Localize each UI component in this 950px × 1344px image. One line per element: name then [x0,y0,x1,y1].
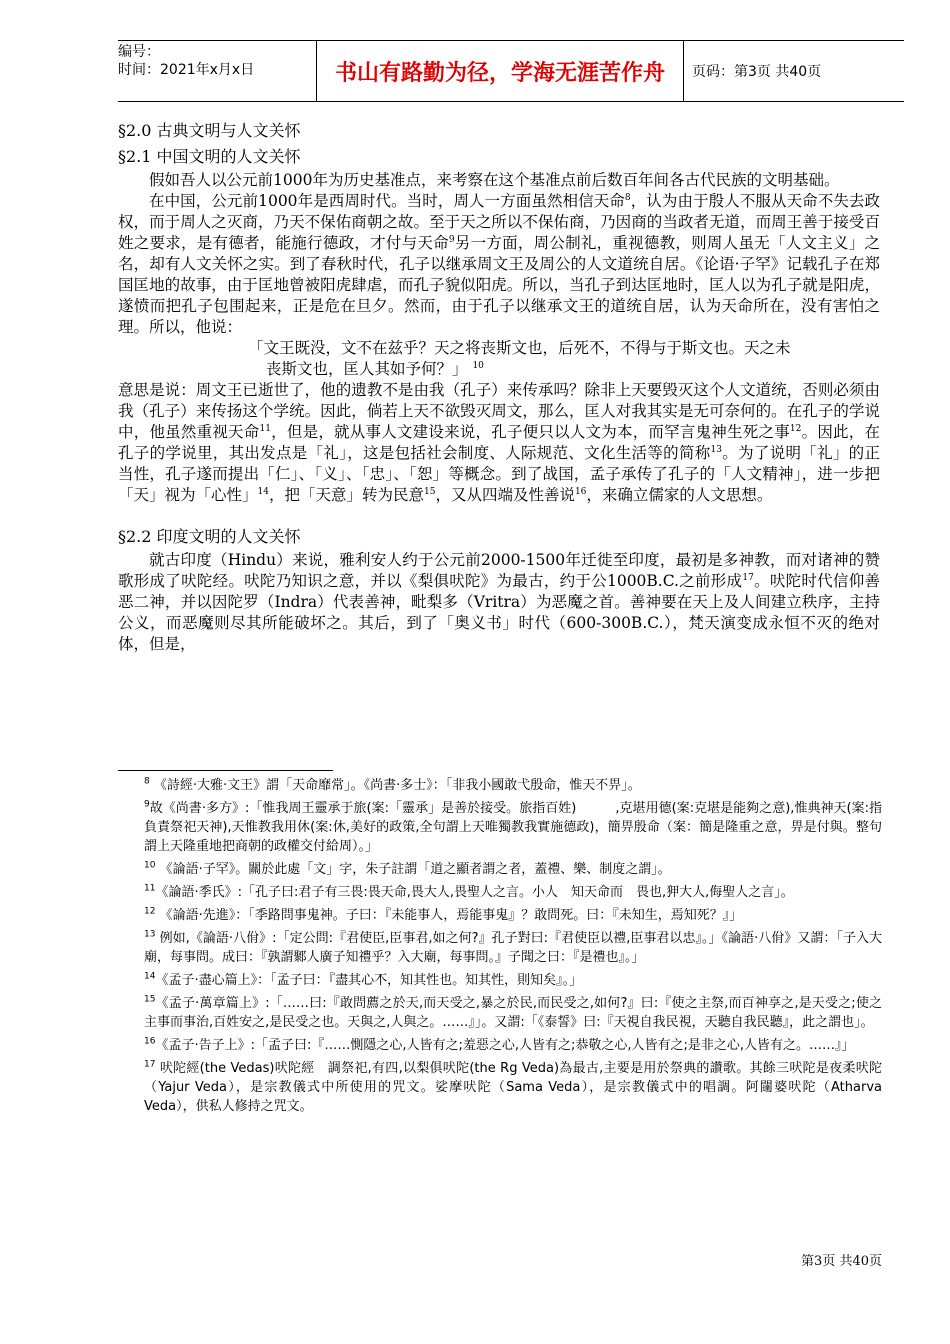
paragraph-3: 意思是说：周文王已逝世了，他的遗教不是由我（孔子）来传承吗？除非上天要毁灭这个人文道统，否则必须由我（孔子）来传扬这个学统。因此，倘若上天不欲毁灭周文，那么，匡人对我其实是无可奈何的。在孔子的学说中，他虽然重视天命$^{11}$，但是，就从事人文建设来说，孔子便只以人文为本，而罕言鬼神生死之事$^{12}$。因此，在孔子的学说里，其出发点是「礼」，这是包括社会制度、人际规范、文化生活等的简称$^{13}$。为了说明「礼」的正当性，孔子遂而提出「仁」、「义」、「忠」、「恕」等概念。到了战国，孟子承传了孔子的「人文精神」，进一步把「天」视为「心性」$^{14}$，把「天意」转为民意$^{15}$，又从四端及性善说$^{16}$，来确立儒家的人文思想。 [118,381,880,504]
footnote-15: $^{15}$《孟子·萬章篇上》:「……曰:『敢問薦之於天,而天受之,暴之於民,而民受之,如何?』曰:『使之主祭,而百神享之,是天受之;使之主事而事治,百姓安之,是民受之也。天與之,人與之。……』」。又謂:「《泰誓》曰:『天視自我民視，天聽自我民聽』，此之謂也」。 [144,994,882,1030]
paragraph-4: 就古印度（Hindu）来说，雅利安人约于公元前2000-1500年迁徙至印度，最初是多神教，而对诸神的赞歌形成了吠陀经。吠陀乃知识之意，并以《梨俱吠陀》为最古，约于公1000B.C.之前形成$^{17}$。吠陀时代信仰善恶二神，并以因陀罗（Indra）代表善神，毗梨多（Vritra）为恶魔之首。善神要在天上及人间建立秩序，主持公义，而恶魔则尽其所能破坏之。其后，到了「奥义书」时代（600-300B.C.），梵天演变成永恒不灭的绝对体，但是， [118,551,880,653]
header-motto: 书山有路勤为径，学海无涯苦作舟 [317,41,684,101]
page-header [118,40,904,102]
footnote-14: $^{14}$《孟子·盡心篇上》：「孟子曰：『盡其心𣎴，知其性也。知其性，則知矣』。」 [144,971,583,988]
footnote-8: $^8$ 《詩經·大雅·文王》謂「天命靡常」。《尚書·多士》：「非我小國敢弋殷命，惟天不畀」。 [144,776,641,793]
paragraph-2: 在中国，公元前1000年是西周时代。当时，周人一方面虽然相信天命$^8$，认为由于殷人不服从天命不失去政权，而于周人之灭商，乃天不保佑商朝之故。至于天之所以不保佑商，乃因商的当政者无道，而周王善于接受百姓之要求，是有德者，能施行德政，才付与天命$^9$另一方面，周公制礼，重视德教，则周人虽无「人文主义」之名，却有人文关怀之实。到了春秋时代，孔子以继承周文王及周公的人文道统自居。《论语·子罕》记载孔子在郑国匡地的故事，由于匡地曾被阳虎肆虐，而孔子貌似阳虎。所以，当孔子到达匡地时，匡人以为孔子就是阳虎，遂愤而把孔子包围起来，正是危在旦夕。然而，由于孔子以继承文王的道统自居，认为天命所在，没有害怕之理。所以，他说： [118,192,880,336]
footnote-16: $^{16}$《孟子·告子上》:「孟子曰:『……惻隱之心,人皆有之;羞惡之心,人皆有之;恭敬之心,人皆有之;是非之心,人皆有之。……』」 [144,1036,855,1053]
footnote-ref[interactable]: 12 [789,423,802,434]
footnote-ref[interactable]: 10 [472,360,484,371]
quote-line-2: 丧斯文也，匡人其如予何？」 $^{10}$ [266,360,484,378]
footnote-10: $^{10}$ 《論語·子罕》。關於此處「文」字，朱子註謂「道之顯者謂之者，蓋禮、樂、制度之謂」。 [144,860,671,877]
footnote-ref[interactable]: 16 [574,486,587,497]
footnote-9: $^9$故《尚書·多方》:「惟我周王靈承于旅(案:「靈承」是善於接受。旅指百姓) ,克堪用德(案:克堪是能夠之意),惟典神天(案:指負責祭祀天神),天惟教我用休(案:休,美好的政策,全句謂上天唯獨教我實施德政)，簡畀殷命（案：簡是隆重之意，畀是付與。整句謂上天隆重地把商朝的政權交付給周）。」 [144,799,882,854]
footnote-ref[interactable]: 13 [710,444,722,455]
section-heading-2-2: §2.2 印度文明的人文关怀 [118,527,301,546]
paragraph-1: 假如吾人以公元前1000年为历史基准点，来考察在这个基准点前后数百年间各古代民族的文明基础。 [149,171,840,189]
footnote-13: $^{13}$ 例如,《論語·八佾》:「定公問:『君使臣,臣事君,如之何?』孔子對曰:『君使臣以禮,臣事君以忠』。」《論語·八佾》又謂：「子入大廟，每事問。成曰：『孰謂鄹人廣子知禮乎？入大廟，每事問。』子聞之曰：『是禮也』。」 [144,929,882,965]
header-page-label: 页码：第3页 共40页 [692,64,822,80]
time-label: 时间：2021年x月x日 [118,62,255,78]
footnote-separator [118,770,333,771]
footnote-ref[interactable]: 9 [448,234,455,245]
page-footer: 第3页 共40页 [801,1254,882,1269]
section-heading-2-1: §2.1 中国文明的人文关怀 [118,147,301,166]
number-label: 编号： [118,44,160,60]
footnote-ref[interactable]: 17 [742,572,754,583]
header-meta [118,41,317,101]
footnotes [144,776,882,1120]
section-heading-2-0: §2.0 古典文明与人文关怀 [118,121,301,140]
document-body [118,118,880,655]
footnote-ref[interactable]: 14 [257,486,269,497]
footnote-11: $^{11}$《論語·季氏》:「孔子曰:君子有三畏:畏天命,畏大人,畏聖人之言。小人 知天命而 畏也,狎大人,侮聖人之言」。 [144,883,794,900]
footnote-ref[interactable]: 11 [259,423,271,434]
footnote-12: $^{12}$ 《論語·先進》：「季路問事鬼神。子曰：『未能事人，焉能事鬼』？敢問死。曰：『未知生，焉知死？』」 [144,906,743,923]
quote-line-1: 「文王既没，文不在兹乎？天之将丧斯文也，后死𣎴，不得与于斯文也。天之未 [248,339,791,357]
footnote-ref[interactable]: 8 [624,192,631,203]
footnote-ref[interactable]: 15 [423,486,436,497]
footnote-17: $^{17}$ 吠陀經(the Vedas)吠陀經 調祭祀,有四,以梨俱吠陀(the Rg Veda)為最古,主要是用於祭典的讚歌。其餘三吠陀是夜柔吠陀（Yajur Veda），是宗教儀式中所使用的咒文。娑摩吠陀（Sama Veda），是宗教儀式中的唱調。阿闥婆吠陀（Atharva Veda），供私人修持之咒文。 [144,1059,882,1114]
